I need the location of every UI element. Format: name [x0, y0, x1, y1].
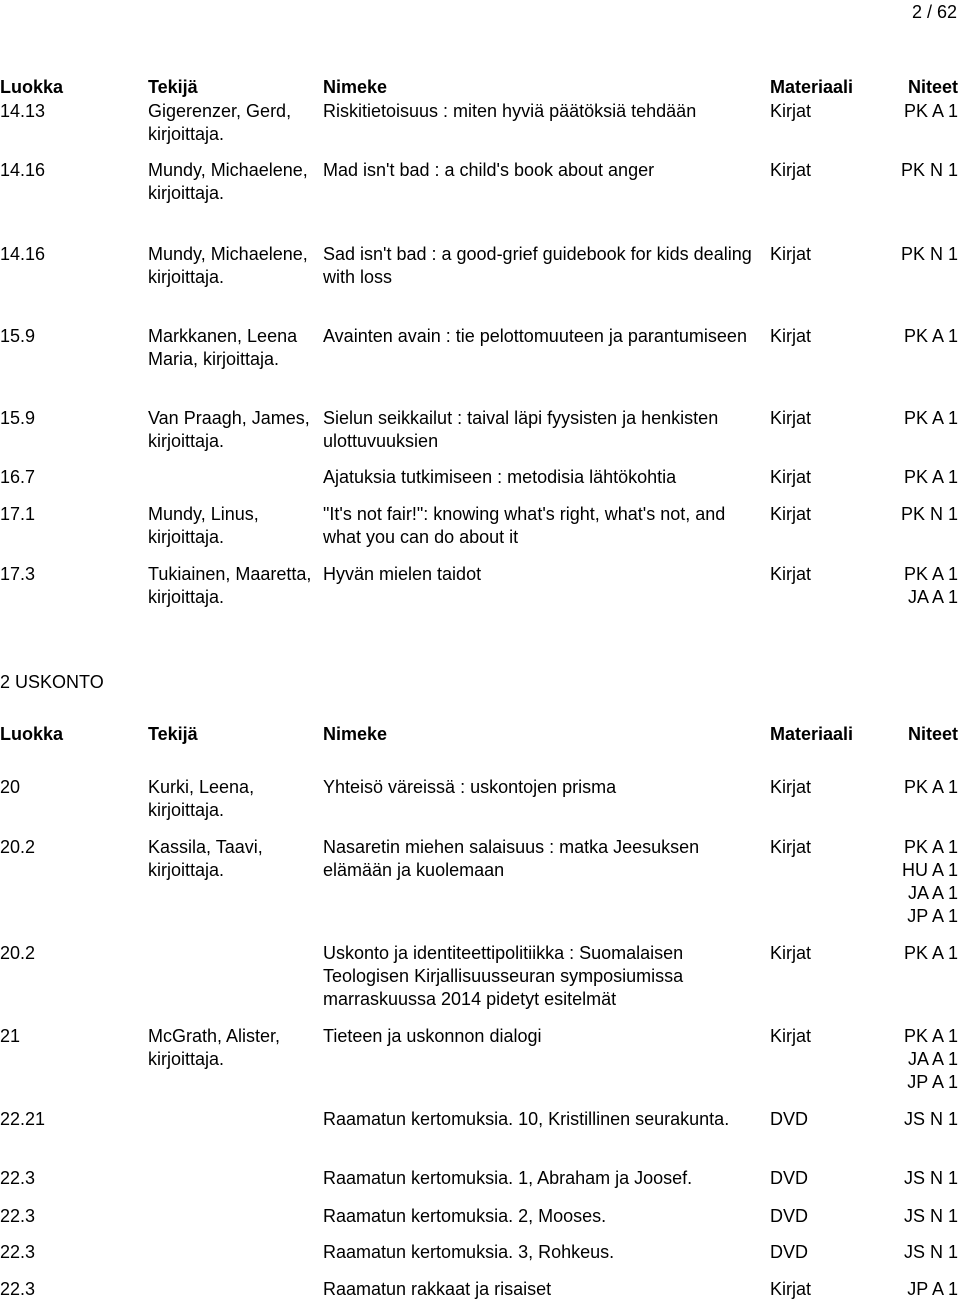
table-row	[0, 159, 960, 243]
cell-luokka: 17.3	[0, 564, 36, 584]
cell-materiaali: Kirjat	[770, 326, 812, 346]
niteet-item: JS N 1	[903, 1109, 958, 1129]
cell-niteet	[890, 776, 960, 836]
cell-materiaali: Kirjat	[770, 777, 812, 797]
cell-nimeke: Riskitietoisuus : miten hyviä päätöksiä tehdään	[323, 101, 697, 121]
niteet-item: PK A 1	[903, 564, 958, 584]
cell-materiaali: Kirjat	[770, 101, 812, 121]
cell-nimeke: Mad isn't bad : a child's book about anger	[323, 160, 655, 180]
cell-tekija: Van Praagh, James, kirjoittaja.	[148, 408, 310, 451]
table-row	[0, 1278, 960, 1301]
niteet-item: JA A 1	[907, 587, 958, 607]
niteet-item: PK A 1	[903, 408, 958, 428]
table-row	[0, 836, 960, 942]
niteet-item: JP A 1	[907, 1279, 958, 1299]
cell-luokka: 22.3	[0, 1242, 36, 1262]
cell-niteet	[890, 243, 960, 325]
table-row	[0, 407, 960, 466]
cell-luokka: 14.16	[0, 160, 46, 180]
cell-nimeke: Sielun seikkailut : taival läpi fyysisten ja henkisten ulottuvuuksien	[323, 408, 719, 451]
cell-nimeke: Uskonto ja identiteettipolitiikka : Suomalaisen Teologisen Kirjallisuusseuran symposiumissa marraskuussa 2014 pidetyt esitelmät	[323, 943, 684, 1009]
niteet-item: PK N 1	[900, 244, 958, 264]
niteet-item: JS N 1	[903, 1206, 958, 1226]
cell-niteet	[890, 1278, 960, 1301]
cell-nimeke: Raamatun kertomuksia. 2, Mooses.	[323, 1206, 607, 1226]
cell-nimeke: Hyvän mielen taidot	[323, 564, 482, 584]
niteet-item: PK N 1	[900, 160, 958, 180]
cell-tekija: Mundy, Michaelene, kirjoittaja.	[148, 244, 308, 287]
cell-niteet	[890, 325, 960, 407]
cell-nimeke: Raamatun kertomuksia. 3, Rohkeus.	[323, 1242, 615, 1262]
table-row	[0, 1025, 960, 1108]
niteet-item: PK A 1	[903, 777, 958, 797]
cell-materiaali: Kirjat	[770, 467, 812, 487]
cell-materiaali: DVD	[770, 1206, 809, 1226]
cell-tekija: Tukiainen, Maaretta, kirjoittaja.	[148, 564, 312, 607]
niteet-item: PK A 1	[903, 1026, 958, 1046]
cell-nimeke: Tieteen ja uskonnon dialogi	[323, 1026, 542, 1046]
cell-tekija: Kassila, Taavi, kirjoittaja.	[148, 837, 263, 880]
niteet-item: JS N 1	[903, 1242, 958, 1262]
section-heading: 2 USKONTO	[0, 672, 104, 692]
cell-luokka: 14.16	[0, 244, 46, 264]
niteet-item: JS N 1	[903, 1168, 958, 1188]
cell-materiaali: DVD	[770, 1109, 809, 1129]
cell-nimeke: Ajatuksia tutkimiseen : metodisia lähtökohtia	[323, 467, 677, 487]
niteet-item: HU A 1	[901, 860, 958, 880]
cell-niteet	[890, 942, 960, 1025]
cell-luokka: 21	[0, 1026, 21, 1046]
cell-niteet	[890, 1025, 960, 1108]
cell-niteet	[890, 503, 960, 563]
cell-luokka: 15.9	[0, 326, 36, 346]
cell-tekija	[148, 942, 323, 1025]
cell-luokka: 16.7	[0, 467, 36, 487]
catalog-table-section-2	[0, 723, 960, 1301]
cell-tekija	[148, 1205, 323, 1241]
cell-niteet	[890, 1108, 960, 1167]
cell-materiaali: Kirjat	[770, 408, 812, 428]
cell-luokka: 17.1	[0, 504, 36, 524]
page-number: 2 / 62	[911, 2, 957, 22]
cell-luokka: 14.13	[0, 101, 46, 121]
table-header-row	[0, 723, 960, 776]
cell-luokka: 22.3	[0, 1279, 36, 1299]
cell-nimeke: Sad isn't bad : a good-grief guidebook for kids dealing with loss	[323, 244, 752, 287]
cell-niteet	[890, 1167, 960, 1205]
niteet-item: PK A 1	[903, 943, 958, 963]
column-header-niteet: Niteet	[907, 77, 958, 97]
column-header-luokka: Luokka	[0, 724, 64, 744]
niteet-item: JA A 1	[907, 883, 958, 903]
cell-materiaali: Kirjat	[770, 1279, 812, 1299]
cell-niteet	[890, 159, 960, 243]
cell-nimeke: Raamatun rakkaat ja risaiset	[323, 1279, 552, 1299]
column-header-materiaali: Materiaali	[770, 77, 854, 97]
cell-luokka: 22.21	[0, 1109, 46, 1129]
cell-materiaali: Kirjat	[770, 564, 812, 584]
column-header-tekija: Tekijä	[148, 724, 198, 744]
cell-tekija: McGrath, Alister, kirjoittaja.	[148, 1026, 281, 1069]
table-row	[0, 466, 960, 503]
cell-luokka: 20	[0, 777, 21, 797]
table-row	[0, 325, 960, 407]
cell-tekija: Kurki, Leena, kirjoittaja.	[148, 777, 255, 820]
table-row	[0, 1205, 960, 1241]
table-row	[0, 1167, 960, 1205]
niteet-item: JA A 1	[907, 1049, 958, 1069]
table-row	[0, 563, 960, 633]
cell-luokka: 20.2	[0, 837, 36, 857]
cell-luokka: 20.2	[0, 943, 36, 963]
cell-niteet	[890, 466, 960, 503]
column-header-nimeke: Nimeke	[323, 77, 388, 97]
table-row	[0, 243, 960, 325]
cell-luokka: 22.3	[0, 1168, 36, 1188]
table-row	[0, 1241, 960, 1278]
cell-niteet	[890, 1241, 960, 1278]
cell-luokka: 22.3	[0, 1206, 36, 1226]
table-header-row	[0, 76, 960, 100]
cell-materiaali: Kirjat	[770, 1026, 812, 1046]
table-row	[0, 503, 960, 563]
cell-materiaali: Kirjat	[770, 837, 812, 857]
table-row	[0, 942, 960, 1025]
table-row	[0, 100, 960, 159]
niteet-item: JP A 1	[907, 1072, 958, 1092]
niteet-item: JP A 1	[907, 906, 958, 926]
column-header-tekija: Tekijä	[148, 77, 198, 97]
cell-nimeke: Yhteisö väreissä : uskontojen prisma	[323, 777, 617, 797]
cell-niteet	[890, 407, 960, 466]
cell-materiaali: DVD	[770, 1242, 809, 1262]
table-row	[0, 776, 960, 836]
cell-luokka: 15.9	[0, 408, 36, 428]
cell-nimeke: Avainten avain : tie pelottomuuteen ja parantumiseen	[323, 326, 747, 346]
niteet-item: PK A 1	[903, 837, 958, 857]
catalog-table-section-1	[0, 76, 960, 633]
niteet-item: PK N 1	[900, 504, 958, 524]
column-header-niteet: Niteet	[907, 724, 958, 744]
cell-nimeke: Raamatun kertomuksia. 10, Kristillinen seurakunta.	[323, 1109, 730, 1129]
cell-materiaali: Kirjat	[770, 244, 812, 264]
cell-materiaali: Kirjat	[770, 943, 812, 963]
cell-tekija	[148, 1167, 323, 1205]
cell-materiaali: DVD	[770, 1168, 809, 1188]
niteet-item: PK A 1	[903, 101, 958, 121]
column-header-nimeke: Nimeke	[323, 724, 388, 744]
cell-nimeke: "It's not fair!": knowing what's right, what's not, and what you can do about it	[323, 504, 726, 547]
cell-niteet	[890, 100, 960, 159]
cell-niteet	[890, 1205, 960, 1241]
cell-tekija: Mundy, Linus, kirjoittaja.	[148, 504, 259, 547]
cell-nimeke: Nasaretin miehen salaisuus : matka Jeesuksen elämään ja kuolemaan	[323, 837, 700, 880]
cell-tekija	[148, 466, 323, 503]
cell-tekija: Markkanen, Leena Maria, kirjoittaja.	[148, 326, 298, 369]
cell-materiaali: Kirjat	[770, 160, 812, 180]
cell-tekija	[148, 1108, 323, 1167]
niteet-item: PK A 1	[903, 467, 958, 487]
cell-tekija	[148, 1278, 323, 1301]
cell-tekija: Mundy, Michaelene, kirjoittaja.	[148, 160, 308, 203]
cell-tekija: Gigerenzer, Gerd, kirjoittaja.	[148, 101, 292, 144]
cell-niteet	[890, 563, 960, 633]
cell-nimeke: Raamatun kertomuksia. 1, Abraham ja Joosef.	[323, 1168, 693, 1188]
cell-materiaali: Kirjat	[770, 504, 812, 524]
niteet-item: PK A 1	[903, 326, 958, 346]
cell-niteet	[890, 836, 960, 942]
cell-tekija	[148, 1241, 323, 1278]
column-header-materiaali: Materiaali	[770, 724, 854, 744]
column-header-luokka: Luokka	[0, 77, 64, 97]
table-row	[0, 1108, 960, 1167]
